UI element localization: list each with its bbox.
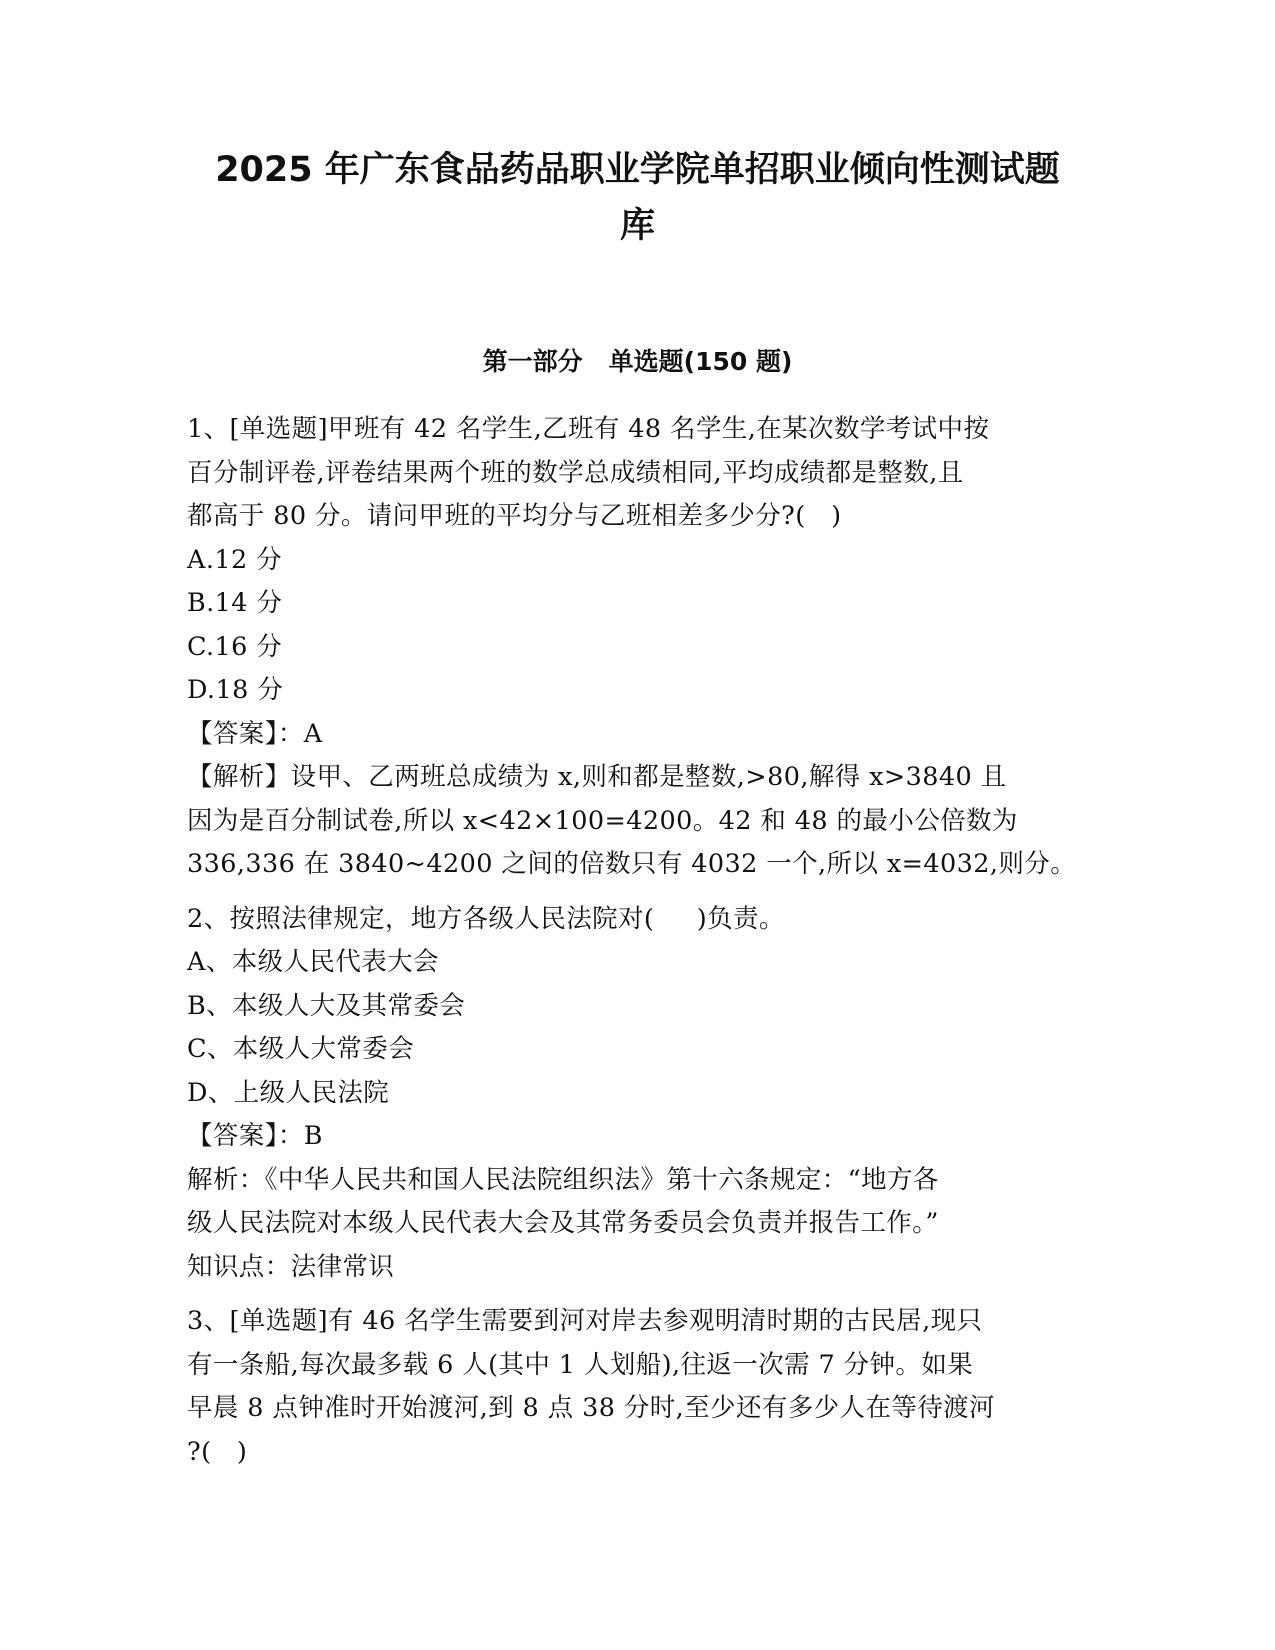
question-1-explanation — [187, 756, 1087, 887]
option-c: C、本级人大常委会 — [187, 1034, 415, 1064]
explanation-line: 【解析】设甲、乙两班总成绩为 x,则和都是整数,>80,解得 x>3840 且 — [187, 762, 1007, 792]
question-stem-line: 都高于 80 分。请问甲班的平均分与乙班相差多少分?( ) — [187, 501, 842, 531]
explanation-line: 级人民法院对本级人民代表大会及其常务委员会负责并报告工作。” — [187, 1208, 939, 1238]
question-stem-line: 有一条船,每次最多载 6 人(其中 1 人划船),往返一次需 7 分钟。如果 — [187, 1349, 974, 1380]
question-2-answer: 【答案】：B — [187, 1121, 323, 1151]
option-d: D.18 分 — [187, 675, 284, 705]
option-a: A、本级人民代表大会 — [187, 947, 439, 977]
question-stem-line: 1、[单选题]甲班有 42 名学生,乙班有 48 名学生,在某次数学考试中按 — [187, 414, 990, 444]
section-heading: 第一部分 单选题(150 题) — [482, 347, 793, 376]
question-1-stem — [187, 408, 1087, 539]
option-b: B、本级人大及其常委会 — [187, 990, 466, 1021]
question-1 — [187, 408, 1087, 887]
question-2-stem — [187, 898, 1087, 942]
question-1-options — [187, 539, 1087, 713]
question-spacer — [187, 1289, 1087, 1300]
question-3 — [187, 1300, 1087, 1474]
option-d: D、上级人民法院 — [187, 1077, 390, 1108]
question-stem-line: 2、按照法律规定，地方各级人民法院对( )负责。 — [187, 903, 785, 934]
question-list — [187, 408, 1087, 1474]
question-spacer — [187, 887, 1087, 898]
question-2-explanation — [187, 1159, 1087, 1290]
question-2 — [187, 898, 1087, 1290]
question-stem-line: 百分制评卷,评卷结果两个班的数学总成绩相同,平均成绩都是整数,且 — [187, 457, 964, 488]
question-stem-line: 早晨 8 点钟准时开始渡河,到 8 点 38 分时,至少还有多少人在等待渡河 — [187, 1393, 995, 1423]
question-3-stem — [187, 1300, 1087, 1474]
option-b: B.14 分 — [187, 588, 283, 618]
question-stem-line: ?( ) — [187, 1436, 248, 1467]
document-title-line-2: 库 — [619, 206, 655, 246]
explanation-line: 因为是百分制试卷,所以 x<42×100=4200。42 和 48 的最小公倍数为 — [187, 805, 1018, 836]
question-2-options — [187, 941, 1087, 1115]
document-title-line-1: 2025 年广东食品药品职业学院单招职业倾向性测试题 — [215, 150, 1060, 190]
document-title — [170, 142, 1105, 254]
explanation-line: 336,336 在 3840~4200 之间的倍数只有 4032 一个,所以 x=4032,则分。 — [187, 849, 1077, 879]
question-1-answer: 【答案】：A — [187, 718, 323, 749]
option-c: C.16 分 — [187, 631, 283, 662]
option-a: A.12 分 — [187, 544, 282, 575]
question-stem-line: 3、[单选题]有 46 名学生需要到河对岸去参观明清时期的古民居,现只 — [187, 1306, 983, 1336]
explanation-line: 解析：《中华人民共和国人民法院组织法》第十六条规定：“地方各 — [187, 1164, 939, 1195]
explanation-line: 知识点：法律常识 — [187, 1251, 395, 1282]
